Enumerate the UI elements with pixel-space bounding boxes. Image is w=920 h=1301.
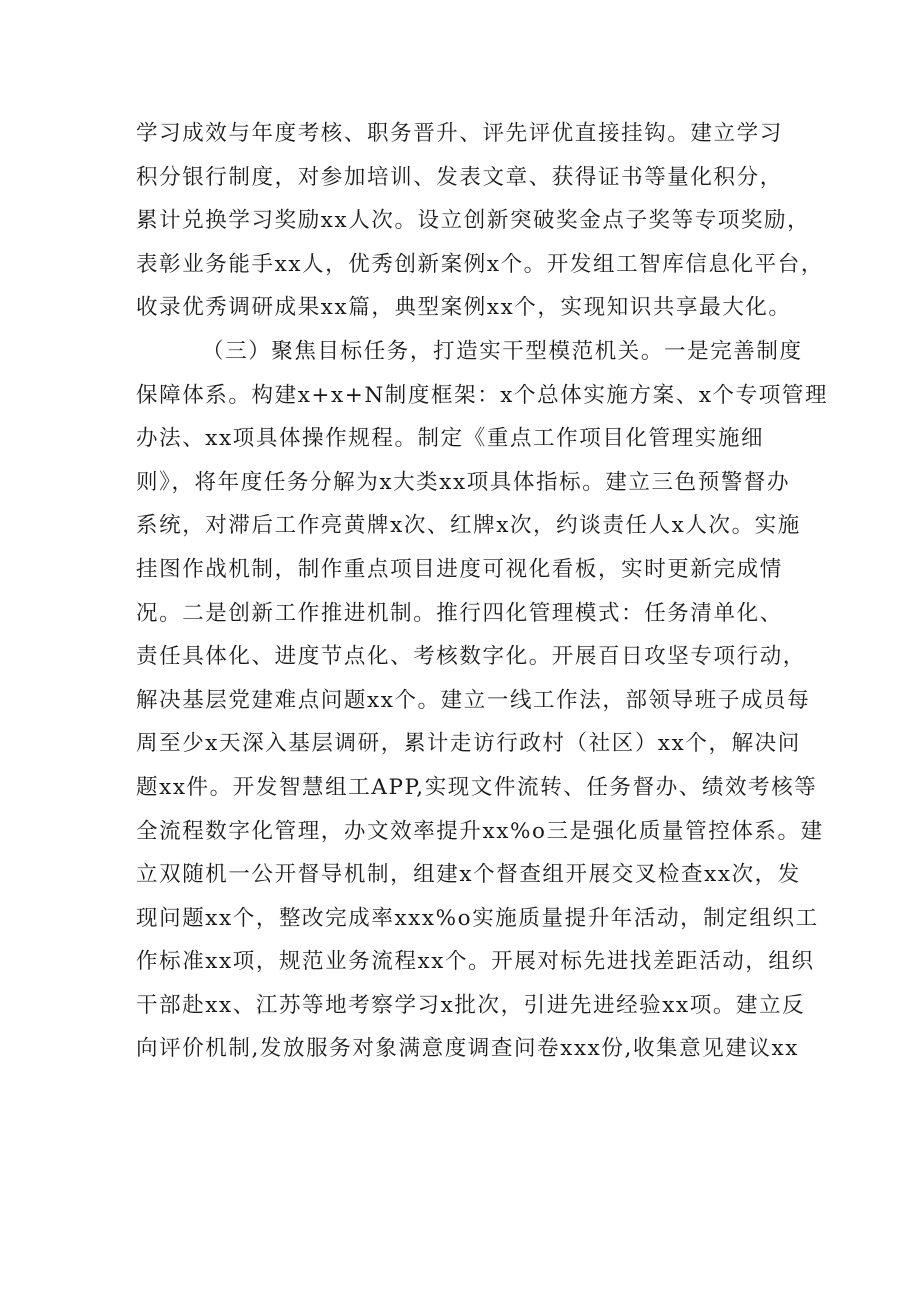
text-line: 况。二是创新工作推进机制。推行四化管理模式：任务清单化、 bbox=[136, 600, 783, 626]
text-line: 学习成效与年度考核、职务晋升、评先评优直接挂钩。建立学习 bbox=[136, 121, 783, 146]
text-line: 累计兑换学习奖励xx人次。设立创新突破奖金点子奖等专项奖励， bbox=[136, 208, 811, 234]
text-line: 则》，将年度任务分解为x大类xx项具体指标。建立三色预警督办 bbox=[136, 469, 791, 495]
text-line: 周至少x天深入基层调研，累计走访行政村（社区）xx个，解决问 bbox=[136, 731, 801, 757]
text-line: 干部赴xx、江苏等地考察学习x批次，引进先进经验xx项。建立反 bbox=[136, 992, 806, 1018]
text-line: 现问题xx个，整改完成率xxx%o实施质量提升年活动，制定组织工 bbox=[136, 905, 819, 931]
text-line: 保障体系。构建x+x+N制度框架：x个总体实施方案、x个专项管理 bbox=[136, 382, 829, 408]
text-line: 向评价机制,发放服务对象满意度调查问卷xxx份,收集意见建议xx bbox=[136, 1036, 799, 1062]
text-line: 题xx件。开发智慧组工APP,实现文件流转、任务督办、绩效考核等 bbox=[136, 774, 818, 800]
text-line: 全流程数字化管理，办文效率提升xx%o三是强化质量管控体系。建 bbox=[136, 818, 824, 844]
text-line: 收录优秀调研成果xx篇，典型案例xx个，实现知识共享最大化。 bbox=[136, 295, 792, 321]
text-line: 作标准xx项，规范业务流程xx个。开展对标先进找差距活动，组织 bbox=[136, 949, 815, 975]
text-line: 积分银行制度，对参加培训、发表文章、获得证书等量化积分， bbox=[136, 164, 783, 190]
document-body bbox=[136, 112, 829, 1071]
text-line: 立双随机一公开督导机制，组建x个督查组开展交叉检查xx次，发 bbox=[136, 862, 801, 888]
text-line: 挂图作战机制，制作重点项目进度可视化看板，实时更新完成情 bbox=[136, 556, 783, 582]
text-line: 解决基层党建难点问题xx个。建立一线工作法，部领导班子成员每 bbox=[136, 687, 811, 713]
text-line: 办法、xx项具体操作规程。制定《重点工作项目化管理实施细 bbox=[136, 426, 765, 452]
section-heading-line: （三）聚焦目标任务，打造实干型模范机关。一是完善制度 bbox=[202, 338, 803, 364]
text-line: 责任具体化、进度节点化、考核数字化。开展百日攻坚专项行动， bbox=[136, 644, 806, 670]
text-line: 表彰业务能手xx人，优秀创新案例x个。开发组工智库信息化平台， bbox=[136, 251, 824, 277]
text-line: 系统，对滞后工作亮黄牌x次、红牌x次，约谈责任人x人次。实施 bbox=[136, 513, 801, 539]
